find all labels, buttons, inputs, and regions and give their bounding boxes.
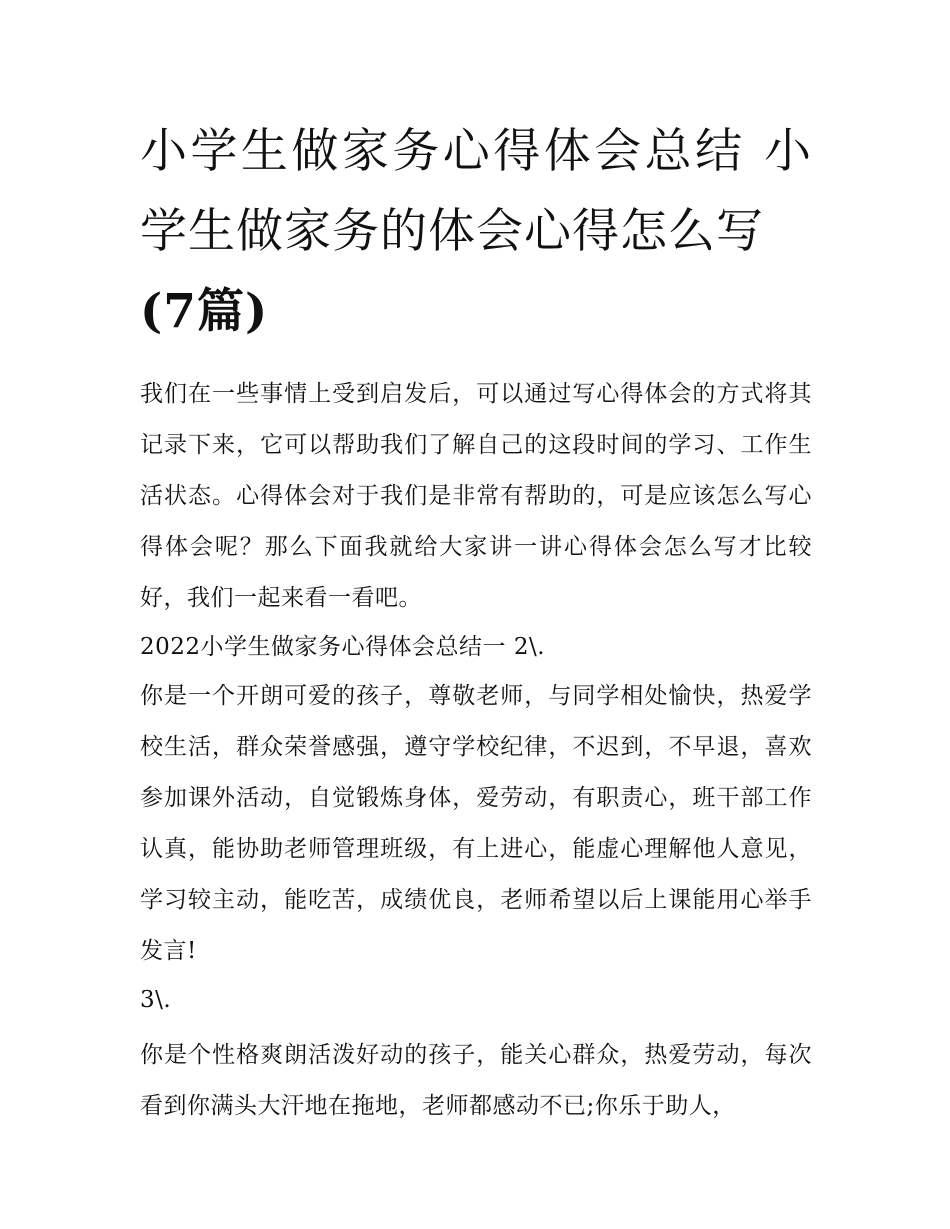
section-heading: 2022小学生做家务心得体会总结一 2\. — [140, 634, 546, 660]
document-page — [140, 112, 812, 1132]
comment-paragraph-1: 你是一个开朗可爱的孩子，尊敬老师，与同学相处愉快，热爱学校生活，群众荣誉感强，遵守学校纪律，不迟到，不早退，喜欢参加课外活动，自觉锻炼身体，爱劳动，有职责心，班干部工作认真，能协助老师管理班级，有上进心，能虚心理解他人意见，学习较主动，能吃苦，成绩优良，老师希望以后上课能用心举手发言! — [140, 683, 812, 964]
title-main: 小学生做家务心得体会总结 小学生做家务的体会心得怎么写 — [140, 124, 812, 259]
document-body — [140, 369, 812, 1132]
item-marker: 3\. — [140, 987, 172, 1013]
comment-paragraph-2: 你是个性格爽朗活泼好动的孩子，能关心群众，热爱劳动，每次看到你满头大汗地在拖地，老师都感动不已;你乐于助人， — [140, 1042, 812, 1119]
document-title — [140, 112, 812, 352]
title-count: (7篇) — [140, 284, 269, 339]
intro-paragraph: 我们在一些事情上受到启发后，可以通过写心得体会的方式将其记录下来，它可以帮助我们了解自己的这段时间的学习、工作生活状态。心得体会对于我们是非常有帮助的，可是应该怎么写心得体会呢？那么下面我就给大家讲一讲心得体会怎么写才比较好，我们一起来看一看吧。 — [140, 381, 812, 611]
